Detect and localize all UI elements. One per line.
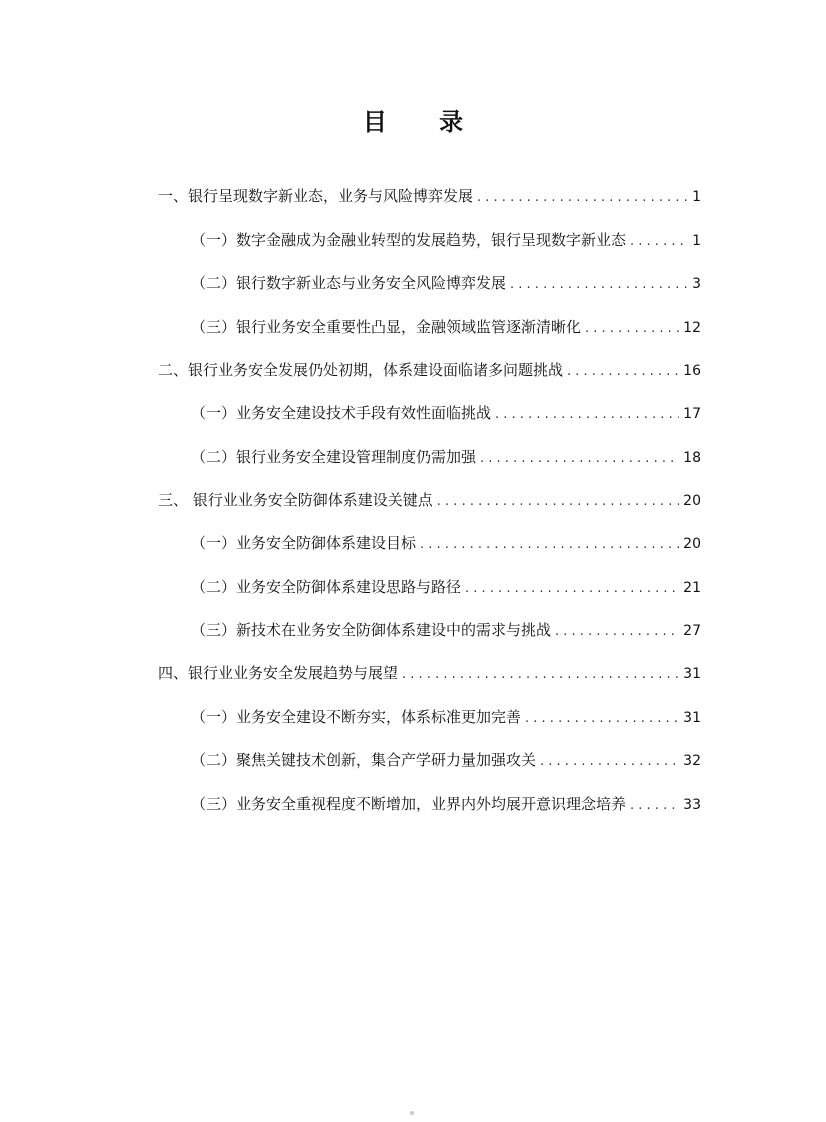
toc-entry-text: 二、银行业务安全发展仍处初期，体系建设面临诸多问题挑战 — [158, 361, 564, 379]
toc-leader-dots — [420, 533, 679, 557]
toc-leader-dots — [510, 273, 688, 297]
toc-page-number: 16 — [683, 363, 701, 379]
toc-entry[interactable] — [191, 792, 701, 816]
toc-page-number: 18 — [683, 450, 701, 466]
toc-page-number: 31 — [683, 710, 701, 726]
page-footer-mark — [410, 1111, 414, 1115]
toc-entry-text: （三）新技术在业务安全防御体系建设中的需求与挑战 — [191, 621, 552, 639]
toc-entry[interactable] — [158, 358, 701, 382]
toc-page-number: 12 — [683, 320, 701, 336]
toc-leader-dots — [495, 403, 679, 427]
toc-entry[interactable] — [191, 445, 701, 469]
toc-leader-dots — [437, 490, 679, 514]
toc-entry[interactable] — [191, 705, 701, 729]
toc-page-number: 20 — [683, 493, 701, 509]
toc-entry-text: （一）业务安全建设技术手段有效性面临挑战 — [191, 404, 492, 422]
page-title: 目 录 — [362, 108, 486, 136]
toc-entry-text: （一）数字金融成为金融业转型的发展趋势，银行呈现数字新业态 — [191, 231, 627, 249]
toc-page-number: 20 — [683, 536, 701, 552]
toc-page-number: 1 — [692, 233, 701, 249]
toc-entry-text: （二）银行业务安全建设管理制度仍需加强 — [191, 448, 477, 466]
toc-entry[interactable] — [191, 618, 701, 642]
toc-entry[interactable] — [191, 315, 701, 339]
toc-entry[interactable] — [158, 184, 701, 208]
toc-entry-text: （一）业务安全建设不断夯实，体系标准更加完善 — [191, 708, 522, 726]
toc-entry[interactable] — [191, 531, 701, 555]
toc-entry-text: （三）银行业务安全重要性凸显，金融领域监管逐渐清晰化 — [191, 318, 582, 336]
toc-leader-dots — [525, 707, 679, 731]
toc-entry-text: （二）聚焦关键技术创新，集合产学研力量加强攻关 — [191, 751, 537, 769]
toc-leader-dots — [477, 186, 688, 210]
toc-page-number: 31 — [683, 666, 701, 682]
toc-entry-text: 三、 银行业业务安全防御体系建设关键点 — [158, 491, 433, 509]
toc-entry-text: （二）业务安全防御体系建设思路与路径 — [191, 578, 462, 596]
toc-leader-dots — [630, 794, 679, 818]
toc-page-number: 3 — [692, 276, 701, 292]
toc-leader-dots — [630, 230, 688, 254]
toc-entry-text: 一、银行呈现数字新业态，业务与风险博弈发展 — [158, 187, 474, 205]
toc-leader-dots — [585, 317, 679, 341]
toc-entry-text: （二）银行数字新业态与业务安全风险博弈发展 — [191, 274, 507, 292]
toc-entry[interactable] — [191, 271, 701, 295]
toc-page-number: 27 — [683, 623, 701, 639]
toc-entry[interactable] — [191, 228, 701, 252]
toc-page-number: 33 — [683, 797, 701, 813]
toc-entry-text: （一）业务安全防御体系建设目标 — [191, 534, 417, 552]
toc-leader-dots — [402, 663, 679, 687]
toc-leader-dots — [540, 750, 679, 774]
toc-entry[interactable] — [158, 488, 701, 512]
toc-leader-dots — [567, 360, 679, 384]
toc-page-number: 1 — [692, 189, 701, 205]
toc-entry[interactable] — [158, 661, 701, 685]
toc-entry-text: （三）业务安全重视程度不断增加，业界内外均展开意识理念培养 — [191, 795, 627, 813]
toc-leader-dots — [465, 577, 679, 601]
toc-entry[interactable] — [191, 748, 701, 772]
toc-page-number: 32 — [683, 753, 701, 769]
toc-entry[interactable] — [191, 401, 701, 425]
toc-entry[interactable] — [191, 575, 701, 599]
toc-leader-dots — [555, 620, 679, 644]
toc-entry-text: 四、银行业业务安全发展趋势与展望 — [158, 664, 399, 682]
toc-leader-dots — [480, 447, 679, 471]
toc-page-number: 21 — [683, 580, 701, 596]
toc-page-number: 17 — [683, 406, 701, 422]
